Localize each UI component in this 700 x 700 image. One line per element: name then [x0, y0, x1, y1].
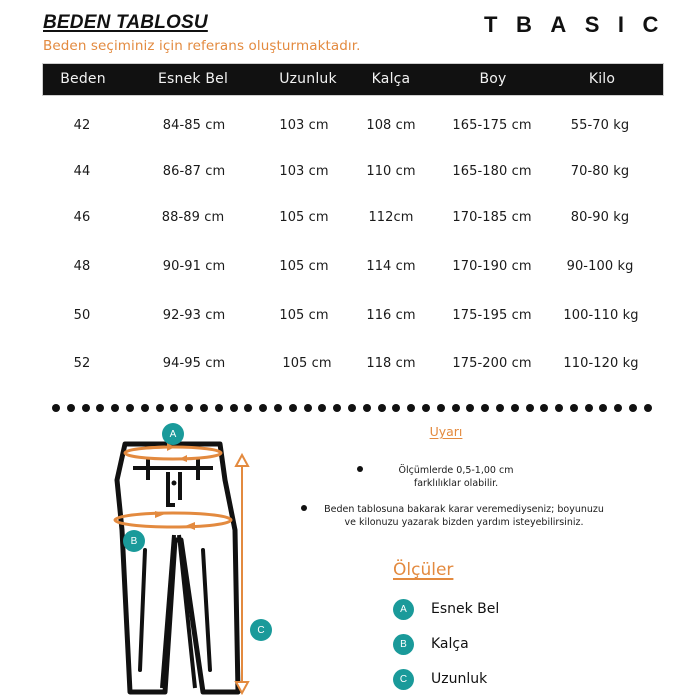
cell-uzunluk: 103 cm [279, 164, 329, 179]
column-header-boy: Boy [479, 71, 507, 87]
divider-dot [540, 404, 548, 412]
divider-dot [452, 404, 460, 412]
divider-dot [629, 404, 637, 412]
badge-a-icon: A [393, 599, 414, 620]
column-header-kilo: Kilo [588, 71, 616, 87]
divider-dot [274, 404, 282, 412]
cell-kalca: 114 cm [366, 259, 416, 274]
cell-boy: 175-200 cm [452, 356, 532, 371]
cell-beden: 50 [73, 308, 91, 323]
column-header-kalca: Kalça [371, 71, 411, 87]
legend-label: Uzunluk [431, 671, 488, 687]
cell-uzunluk: 105 cm [279, 259, 329, 274]
divider-dot [156, 404, 164, 412]
cell-boy: 170-185 cm [452, 210, 532, 225]
cell-esnek-bel: 86-87 cm [162, 164, 226, 179]
cell-boy: 165-175 cm [452, 118, 532, 133]
badge-b-icon: B [393, 634, 414, 655]
cell-kilo: 80-90 kg [570, 210, 630, 225]
divider-dot [526, 404, 534, 412]
divider-dot [289, 404, 297, 412]
badge-c-icon: C [393, 669, 414, 690]
divider-dot [170, 404, 178, 412]
badge-a-icon: A [162, 423, 184, 445]
divider-dot [422, 404, 430, 412]
divider-dot [67, 404, 75, 412]
divider-dot [215, 404, 223, 412]
divider-dot [585, 404, 593, 412]
cell-kalca: 110 cm [366, 164, 416, 179]
badge-c-icon: C [250, 619, 272, 641]
cell-kalca: 118 cm [366, 356, 416, 371]
divider-dot [52, 404, 60, 412]
divider-dot [407, 404, 415, 412]
divider-dot [141, 404, 149, 412]
divider-dot [230, 404, 238, 412]
bullet-icon [357, 466, 363, 472]
dotted-divider [52, 402, 652, 414]
cell-kilo: 55-70 kg [570, 118, 630, 133]
cell-boy: 175-195 cm [452, 308, 532, 323]
note-line: Beden tablosuna bakarak karar veremediyseniz; boyunuzu [324, 504, 604, 515]
cell-uzunluk: 105 cm [282, 356, 332, 371]
cell-kilo: 70-80 kg [570, 164, 630, 179]
divider-dot [82, 404, 90, 412]
column-header-uzunluk: Uzunluk [279, 71, 337, 87]
cell-beden: 48 [73, 259, 91, 274]
bullet-icon [301, 505, 307, 511]
divider-dot [555, 404, 563, 412]
measures-title: Ölçüler [393, 560, 454, 580]
table-row [0, 259, 700, 279]
warning-title: Uyarı [429, 424, 463, 439]
column-header-beden: Beden [60, 71, 106, 87]
warning-note [399, 464, 514, 490]
cell-esnek-bel: 92-93 cm [162, 308, 226, 323]
cell-beden: 46 [73, 210, 91, 225]
badge-b-icon: B [123, 530, 145, 552]
column-header-esnek-bel: Esnek Bel [157, 71, 229, 87]
divider-dot [348, 404, 356, 412]
brand-logo: TBASIC [484, 12, 677, 37]
legend-item-kalca [393, 633, 469, 655]
cell-kalca: 112cm [368, 210, 414, 225]
divider-dot [244, 404, 252, 412]
divider-dot [363, 404, 371, 412]
cell-esnek-bel: 90-91 cm [162, 259, 226, 274]
cell-kilo: 90-100 kg [566, 259, 634, 274]
cell-beden: 42 [73, 118, 91, 133]
cell-beden: 44 [73, 164, 91, 179]
divider-dot [378, 404, 386, 412]
divider-dot [481, 404, 489, 412]
legend-label: Kalça [431, 636, 469, 652]
divider-dot [185, 404, 193, 412]
table-row [0, 118, 700, 138]
divider-dot [511, 404, 519, 412]
cell-kilo: 100-110 kg [563, 308, 639, 323]
legend-label: Esnek Bel [431, 601, 500, 617]
warning-note [324, 503, 604, 529]
pants-icon [95, 420, 295, 700]
legend-item-esnek-bel [393, 598, 499, 620]
cell-uzunluk: 103 cm [279, 118, 329, 133]
divider-dot [259, 404, 267, 412]
legend-item-uzunluk [393, 668, 487, 690]
divider-dot [111, 404, 119, 412]
cell-uzunluk: 105 cm [279, 308, 329, 323]
divider-dot [392, 404, 400, 412]
divider-dot [200, 404, 208, 412]
divider-dot [466, 404, 474, 412]
table-row [0, 164, 700, 184]
cell-uzunluk: 105 cm [279, 210, 329, 225]
cell-esnek-bel: 88-89 cm [161, 210, 225, 225]
cell-esnek-bel: 84-85 cm [162, 118, 226, 133]
divider-dot [318, 404, 326, 412]
divider-dot [644, 404, 652, 412]
divider-dot [126, 404, 134, 412]
note-line: Ölçümlerde 0,5-1,00 cm [398, 465, 514, 476]
page-title: BEDEN TABLOSU [43, 12, 208, 33]
divider-dot [599, 404, 607, 412]
cell-kalca: 108 cm [366, 118, 416, 133]
divider-dot [304, 404, 312, 412]
note-line: ve kilonuzu yazarak bizden yardım isteyebilirsiniz. [344, 517, 584, 528]
cell-kalca: 116 cm [366, 308, 416, 323]
cell-boy: 165-180 cm [452, 164, 532, 179]
cell-esnek-bel: 94-95 cm [162, 356, 226, 371]
note-line: farklılıklar olabilir. [413, 478, 499, 489]
pants-measurement-diagram [95, 420, 295, 700]
divider-dot [614, 404, 622, 412]
divider-dot [570, 404, 578, 412]
cell-beden: 52 [73, 356, 91, 371]
table-row [0, 210, 700, 230]
divider-dot [496, 404, 504, 412]
cell-kilo: 110-120 kg [563, 356, 639, 371]
table-row [0, 308, 700, 328]
divider-dot [333, 404, 341, 412]
cell-boy: 170-190 cm [452, 259, 532, 274]
table-header [42, 63, 664, 96]
page-subtitle: Beden seçiminiz için referans oluşturmaktadır. [43, 38, 361, 54]
table-row [0, 356, 700, 376]
divider-dot [96, 404, 104, 412]
divider-dot [437, 404, 445, 412]
